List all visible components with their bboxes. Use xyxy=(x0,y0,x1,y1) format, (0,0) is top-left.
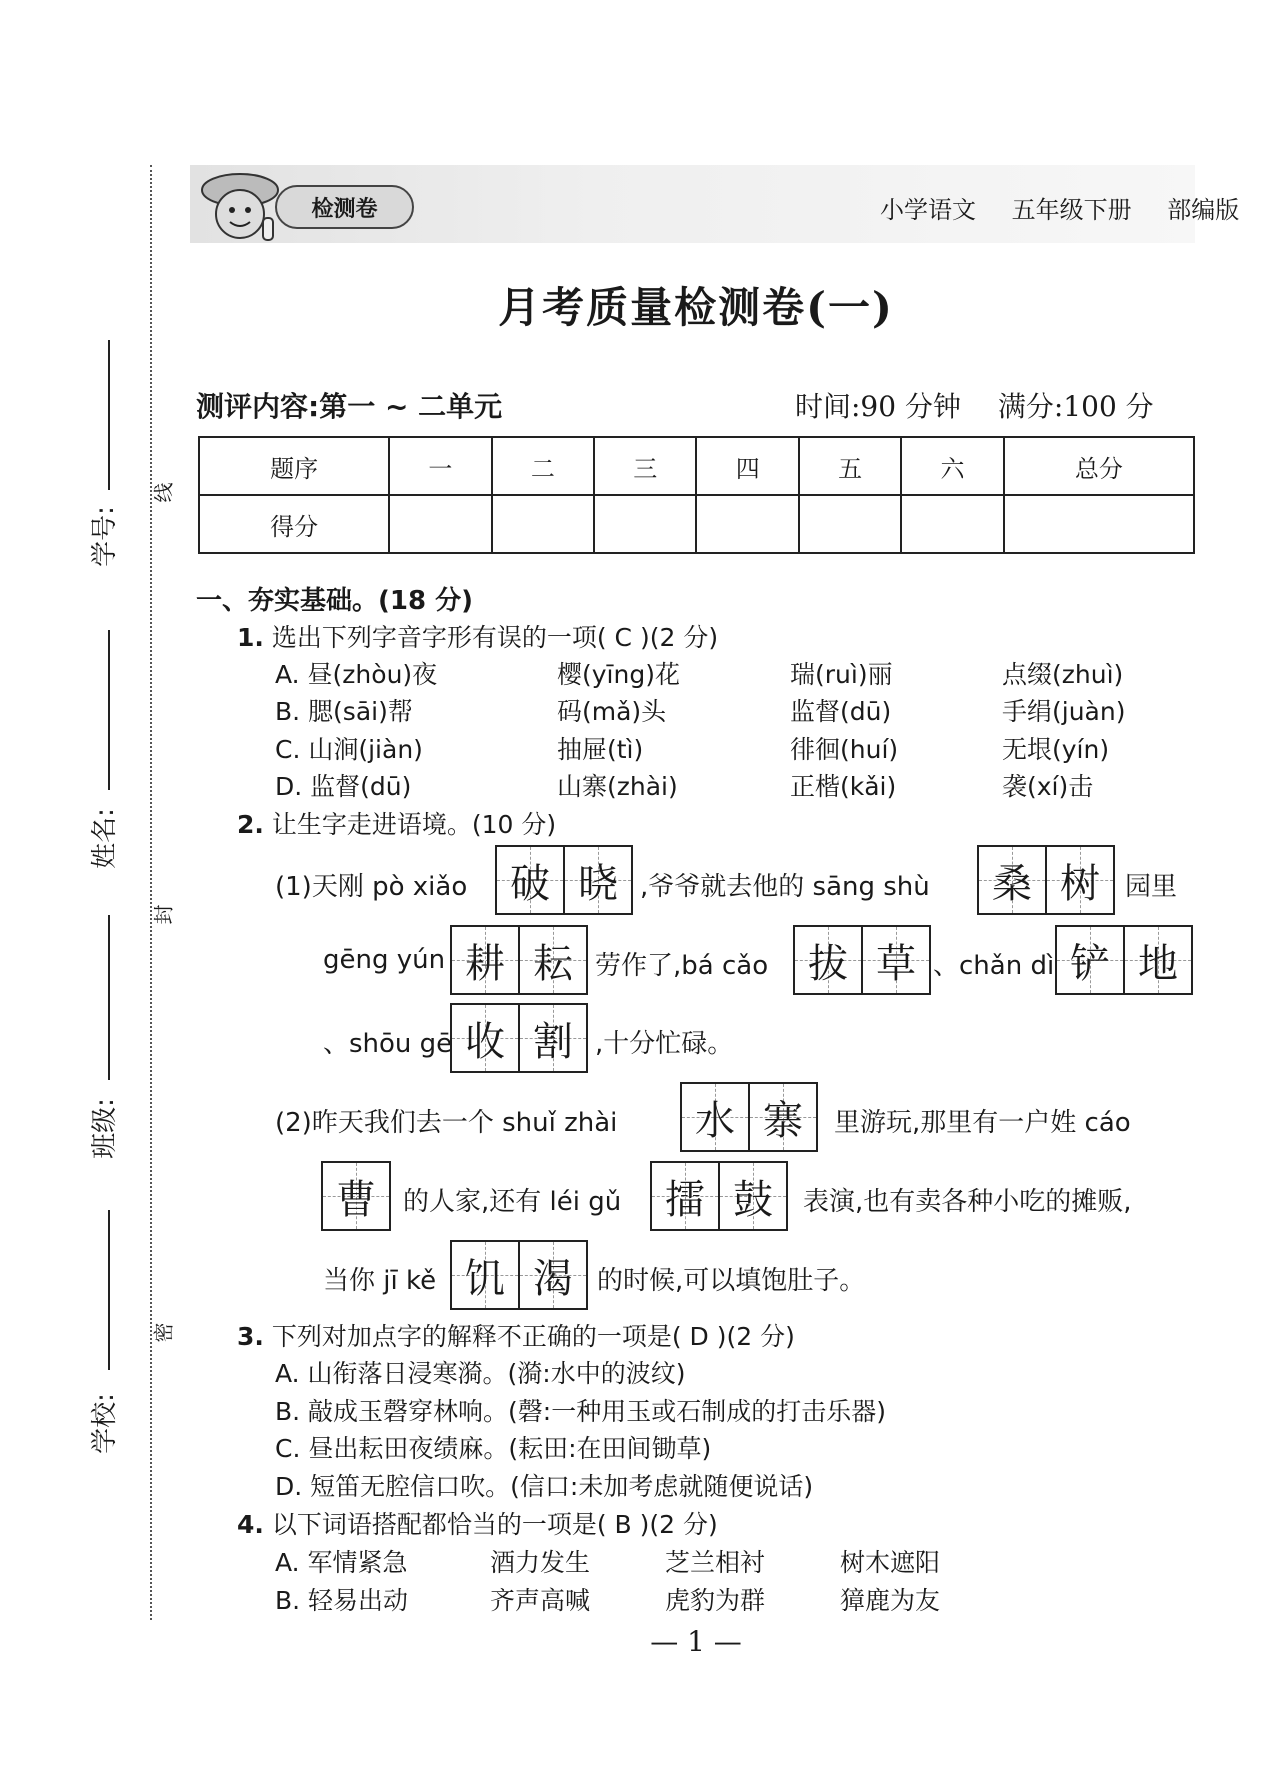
grid-char: 草 xyxy=(876,940,916,987)
seal-seal-char: 封 xyxy=(151,904,176,925)
q1-d3: 正楷(kǎi) xyxy=(790,772,897,801)
q2-p1-g: 、shōu gē xyxy=(323,1029,453,1059)
q1-text: 选出下列字音字形有误的一项( C )(2 分) xyxy=(271,623,719,652)
section1-heading: 一、夯实基础。(18 分) xyxy=(196,586,473,616)
class-line xyxy=(108,915,110,1080)
grid-char: 晓 xyxy=(578,860,618,907)
grid-cell xyxy=(452,1005,518,1071)
q3-stem xyxy=(237,1317,795,1353)
q2-p1-e: 劳作了,bá cǎo xyxy=(595,951,769,981)
q1-b1: B. 腮(sāi)帮 xyxy=(275,697,413,726)
grid-cell xyxy=(1045,847,1113,913)
grid-cell xyxy=(518,927,586,993)
q2-p1-b: ,爷爷就去他的 sāng shù xyxy=(640,872,930,902)
q1-c1: C. 山涧(jiàn) xyxy=(275,735,423,764)
student-no-label: 学号: xyxy=(89,506,120,567)
score-header-cell: 一 xyxy=(389,437,491,495)
q4-a2: 酒力发生 xyxy=(490,1548,591,1577)
answer-grid-bacao xyxy=(793,925,931,995)
q3-number: 3. xyxy=(237,1322,264,1351)
q1-a1: A. 昼(zhòu)夜 xyxy=(275,660,438,689)
grid-char: 水 xyxy=(695,1097,735,1144)
grid-char: 拔 xyxy=(808,940,848,987)
q3-option-a: A. 山衔落日浸寒漪。(漪:水中的波纹) xyxy=(275,1359,686,1388)
q3-option-b: B. 敲成玉磬穿林响。(磬:一种用玉或石制成的打击乐器) xyxy=(275,1397,886,1426)
score-input-cell[interactable] xyxy=(901,495,1003,553)
mascot-icon xyxy=(195,168,285,248)
subject-label: 小学语文 xyxy=(880,196,976,224)
answer-grid-sangshu xyxy=(977,845,1115,915)
binding-dotted-line xyxy=(150,165,152,1620)
score-row-label: 得分 xyxy=(199,495,389,553)
q2-stem xyxy=(237,805,556,841)
score-input-cell[interactable] xyxy=(799,495,901,553)
q2-p2-a: (2)昨天我们去一个 shuǐ zhài xyxy=(275,1108,618,1138)
grid-char: 饥 xyxy=(465,1255,505,1302)
test-meta xyxy=(795,385,1182,425)
grid-char: 耕 xyxy=(465,940,505,987)
grid-char: 桑 xyxy=(992,860,1032,907)
q4-b4: 獐鹿为友 xyxy=(840,1586,941,1615)
score-input-cell[interactable] xyxy=(696,495,798,553)
q2-p1-c: 园里 xyxy=(1125,872,1178,902)
grid-cell xyxy=(497,847,563,913)
answer-grid-poxiao xyxy=(495,845,633,915)
grade-label: 五年级下册 xyxy=(1011,196,1132,224)
grid-cell xyxy=(652,1163,718,1229)
q1-number: 1. xyxy=(237,623,264,652)
q2-p1-h: ,十分忙碌。 xyxy=(595,1029,734,1059)
grid-cell xyxy=(1123,927,1191,993)
grid-char: 鼓 xyxy=(733,1176,773,1223)
grid-char: 树 xyxy=(1060,860,1100,907)
answer-grid-chandi xyxy=(1055,925,1193,995)
q2-number: 2. xyxy=(237,810,264,839)
name-label: 姓名: xyxy=(89,808,120,869)
grid-cell xyxy=(748,1084,816,1150)
seal-line-char: 线 xyxy=(151,482,176,503)
grid-cell xyxy=(323,1163,389,1229)
q1-d1: D. 监督(dū) xyxy=(275,772,412,801)
score-header-cell: 五 xyxy=(799,437,901,495)
score-header-cell: 六 xyxy=(901,437,1003,495)
q3-option-d: D. 短笛无腔信口吹。(信口:未加考虑就随便说话) xyxy=(275,1472,814,1501)
seal-dense-char: 密 xyxy=(151,1322,176,1343)
q2-p2-b: 里游玩,那里有一户姓 cáo xyxy=(834,1108,1131,1138)
score-input-cell[interactable] xyxy=(594,495,696,553)
grid-char: 割 xyxy=(533,1018,573,1065)
grid-cell xyxy=(518,1242,586,1308)
score-input-cell[interactable] xyxy=(389,495,491,553)
q3-option-c: C. 昼出耘田夜绩麻。(耘田:在田间锄草) xyxy=(275,1434,712,1463)
name-line xyxy=(108,630,110,790)
test-content: 测评内容:第一 ~ 二单元 xyxy=(196,390,503,423)
score-header-cell: 题序 xyxy=(199,437,389,495)
score-header-cell: 四 xyxy=(696,437,798,495)
edition-label: 部编版 xyxy=(1167,196,1240,224)
score-header-cell: 二 xyxy=(492,437,594,495)
q1-c3: 徘徊(huí) xyxy=(790,735,899,764)
score-input-cell[interactable] xyxy=(1004,495,1194,553)
q2-p1-d: gēng yún xyxy=(323,945,446,975)
grid-cell xyxy=(795,927,861,993)
grid-char: 曹 xyxy=(336,1176,376,1223)
answer-grid-gengyun xyxy=(450,925,588,995)
q1-b4: 手绢(juàn) xyxy=(1002,697,1126,726)
grid-char: 寨 xyxy=(763,1097,803,1144)
grid-cell xyxy=(563,847,631,913)
q2-p1-a: (1)天刚 pò xiǎo xyxy=(275,872,468,902)
answer-grid-jike xyxy=(450,1240,588,1310)
grid-char: 破 xyxy=(510,860,550,907)
q4-text: 以下词语搭配都恰当的一项是( B )(2 分) xyxy=(271,1510,718,1539)
grid-char: 地 xyxy=(1138,940,1178,987)
q2-text: 让生字走进语境。(10 分) xyxy=(271,810,557,839)
grid-cell xyxy=(861,927,929,993)
grid-cell xyxy=(979,847,1045,913)
score-table xyxy=(198,436,1195,554)
grid-cell xyxy=(518,1005,586,1071)
full-score-label: 满分:100 分 xyxy=(997,390,1154,423)
grid-cell xyxy=(452,1242,518,1308)
page-title: 月考质量检测卷(一) xyxy=(498,283,894,332)
q2-p2-f: 的时候,可以填饱肚子。 xyxy=(597,1266,866,1296)
q1-a4: 点缀(zhuì) xyxy=(1002,660,1124,689)
grid-char: 擂 xyxy=(665,1176,705,1223)
time-label: 时间:90 分钟 xyxy=(795,390,961,423)
q3-text: 下列对加点字的解释不正确的一项是( D )(2 分) xyxy=(271,1322,795,1351)
q4-a4: 树木遮阳 xyxy=(840,1548,941,1577)
q4-a1: A. 军情紧急 xyxy=(275,1548,408,1577)
q4-number: 4. xyxy=(237,1510,264,1539)
school-line xyxy=(108,1210,110,1370)
q1-a3: 瑞(ruì)丽 xyxy=(790,660,893,689)
score-input-cell[interactable] xyxy=(492,495,594,553)
score-header-cell: 总分 xyxy=(1004,437,1194,495)
grid-cell xyxy=(682,1084,748,1150)
q1-c2: 抽屉(tì) xyxy=(557,735,644,764)
grid-char: 铲 xyxy=(1070,940,1110,987)
q4-b2: 齐声高喊 xyxy=(490,1586,591,1615)
answer-grid-leigu xyxy=(650,1161,788,1231)
q1-stem xyxy=(237,618,718,654)
grid-cell xyxy=(718,1163,786,1229)
q4-stem xyxy=(237,1505,718,1541)
exam-badge: 检测卷 xyxy=(275,185,414,229)
q1-c4: 无垠(yín) xyxy=(1002,735,1110,764)
score-header-cell: 三 xyxy=(594,437,696,495)
header-meta xyxy=(860,190,1239,225)
school-label: 学校: xyxy=(89,1393,120,1454)
q1-d2: 山寨(zhài) xyxy=(557,772,678,801)
score-table-header-row xyxy=(199,437,1194,495)
q1-d4: 袭(xí)击 xyxy=(1002,772,1094,801)
q2-p1-f: 、chǎn dì xyxy=(933,951,1055,981)
grid-char: 渴 xyxy=(533,1255,573,1302)
q2-p2-c: 的人家,还有 léi gǔ xyxy=(403,1187,622,1217)
q4-a3: 芝兰相衬 xyxy=(665,1548,766,1577)
q2-p2-d: 表演,也有卖各种小吃的摊贩, xyxy=(803,1187,1132,1217)
answer-grid-shuizhai xyxy=(680,1082,818,1152)
q2-p2-e: 当你 jī kě xyxy=(323,1266,437,1296)
answer-grid-shouge xyxy=(450,1003,588,1073)
student-no-line xyxy=(108,340,110,490)
q1-a2: 樱(yīng)花 xyxy=(557,660,680,689)
answer-grid-cao xyxy=(321,1161,391,1231)
grid-cell xyxy=(452,927,518,993)
grid-char: 收 xyxy=(465,1018,505,1065)
class-label: 班级: xyxy=(89,1098,120,1159)
grid-cell xyxy=(1057,927,1123,993)
q1-b2: 码(mǎ)头 xyxy=(557,697,667,726)
page-number: — 1 — xyxy=(650,1625,742,1658)
q1-b3: 监督(dū) xyxy=(790,697,892,726)
score-table-score-row xyxy=(199,495,1194,553)
grid-char: 耘 xyxy=(533,940,573,987)
q4-b3: 虎豹为群 xyxy=(665,1586,766,1615)
q4-b1: B. 轻易出动 xyxy=(275,1586,409,1615)
